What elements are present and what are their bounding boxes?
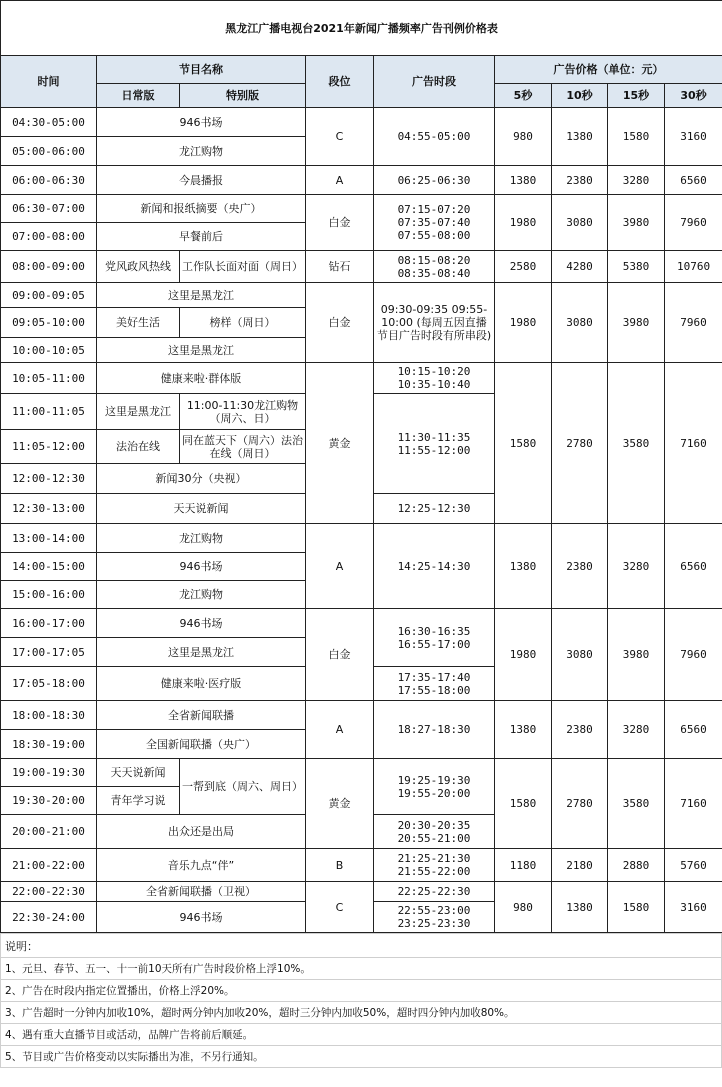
ad-slot-cell: 17:35-17:40 17:55-18:00 [374,667,495,701]
price-30s: 7960 [665,609,722,701]
segment-cell: 白金 [306,195,374,251]
ad-slot-cell: 19:25-19:30 19:55-20:00 [374,759,495,815]
note-item: 5、节目或广告价格变动以实际播出为准，不另行通知。 [1,1046,722,1068]
time-cell: 21:00-22:00 [1,849,97,882]
price-10s: 3080 [552,195,608,251]
segment-cell: C [306,882,374,933]
program-cell: 这里是黑龙江 [97,638,306,667]
note-item: 4、遇有重大直播节目或活动，品牌广告将前后顺延。 [1,1024,722,1046]
time-cell: 05:00-06:00 [1,137,97,166]
price-5s: 1980 [495,609,552,701]
ad-slot-cell: 20:30-20:35 20:55-21:00 [374,815,495,849]
price-10s: 1380 [552,108,608,166]
ad-slot-cell: 08:15-08:20 08:35-08:40 [374,251,495,283]
price-5s: 2580 [495,251,552,283]
note-item: 2、广告在时段内指定位置播出，价格上浮20%。 [1,980,722,1002]
time-cell: 16:00-17:00 [1,609,97,638]
program-cell: 这里是黑龙江 [97,283,306,308]
program-daily-cell: 这里是黑龙江 [97,394,180,430]
segment-cell: B [306,849,374,882]
price-5s: 980 [495,882,552,933]
time-cell: 04:30-05:00 [1,108,97,137]
program-cell: 新闻和报纸摘要（央广） [97,195,306,223]
price-15s: 3980 [608,195,665,251]
price-30s: 6560 [665,701,722,759]
program-daily-cell: 党风政风热线 [97,251,180,283]
time-cell: 09:00-09:05 [1,283,97,308]
segment-cell: A [306,166,374,195]
price-5s: 1380 [495,524,552,609]
time-cell: 06:30-07:00 [1,195,97,223]
program-cell: 946书场 [97,108,306,137]
program-cell: 946书场 [97,553,306,581]
time-cell: 07:00-08:00 [1,223,97,251]
price-5s: 1180 [495,849,552,882]
time-cell: 15:00-16:00 [1,581,97,609]
program-special-cell: 同在蓝天下（周六）法治在线（周日） [180,430,306,464]
program-cell: 出众还是出局 [97,815,306,849]
price-15s: 3580 [608,759,665,849]
program-cell: 全省新闻联播 [97,701,306,730]
program-cell: 新闻30分（央视） [97,464,306,494]
time-cell: 22:00-22:30 [1,882,97,902]
program-cell: 龙江购物 [97,137,306,166]
price-15s: 3580 [608,363,665,524]
program-special-cell: 11:00-11:30龙江购物（周六、日） [180,394,306,430]
segment-cell: 黄金 [306,363,374,524]
price-30s: 3160 [665,882,722,933]
program-cell: 946书场 [97,902,306,933]
price-30s: 10760 [665,251,722,283]
price-10s: 4280 [552,251,608,283]
segment-cell: 白金 [306,609,374,701]
program-cell: 天天说新闻 [97,494,306,524]
price-5s: 1580 [495,759,552,849]
program-daily-cell: 青年学习说 [97,787,180,815]
price-5s: 1980 [495,283,552,363]
price-10s: 2380 [552,166,608,195]
time-cell: 14:00-15:00 [1,553,97,581]
ad-slot-cell: 09:30-09:35 09:55-10:00 (每周五因直播节目广告时段有所串段) [374,283,495,363]
header-time: 时间 [1,56,97,108]
price-30s: 6560 [665,166,722,195]
segment-cell: 白金 [306,283,374,363]
header-30s: 30秒 [665,84,722,108]
header-program: 节目名称 [97,56,306,84]
price-15s: 5380 [608,251,665,283]
price-30s: 3160 [665,108,722,166]
ad-slot-cell: 06:25-06:30 [374,166,495,195]
header-15s: 15秒 [608,84,665,108]
price-10s: 2780 [552,363,608,524]
price-10s: 3080 [552,609,608,701]
time-cell: 17:00-17:05 [1,638,97,667]
price-10s: 2780 [552,759,608,849]
price-5s: 1580 [495,363,552,524]
time-cell: 10:05-11:00 [1,363,97,394]
price-15s: 3980 [608,609,665,701]
header-price: 广告价格（单位：元） [495,56,722,84]
notes-label: 说明： [1,934,722,958]
ad-slot-cell: 07:15-07:20 07:35-07:40 07:55-08:00 [374,195,495,251]
segment-cell: 钻石 [306,251,374,283]
header-segment: 段位 [306,56,374,108]
segment-cell: 黄金 [306,759,374,849]
header-ad-slot: 广告时段 [374,56,495,108]
time-cell: 19:00-19:30 [1,759,97,787]
program-daily-cell: 法治在线 [97,430,180,464]
time-cell: 18:00-18:30 [1,701,97,730]
price-30s: 7960 [665,195,722,251]
time-cell: 22:30-24:00 [1,902,97,933]
price-30s: 7160 [665,363,722,524]
page-title: 黑龙江广播电视台2021年新闻广播频率广告刊例价格表 [1,1,722,56]
ad-slot-cell: 22:25-22:30 [374,882,495,902]
time-cell: 18:30-19:00 [1,730,97,759]
header-10s: 10秒 [552,84,608,108]
program-cell: 这里是黑龙江 [97,338,306,363]
price-15s: 3980 [608,283,665,363]
ad-slot-cell: 18:27-18:30 [374,701,495,759]
price-5s: 1380 [495,166,552,195]
program-special-cell: 榜样（周日） [180,308,306,338]
price-10s: 1380 [552,882,608,933]
time-cell: 12:30-13:00 [1,494,97,524]
note-item: 3、广告超时一分钟内加收10%，超时两分钟内加收20%，超时三分钟内加收50%，超时四分钟内加收80%。 [1,1002,722,1024]
price-30s: 6560 [665,524,722,609]
time-cell: 13:00-14:00 [1,524,97,553]
segment-cell: A [306,701,374,759]
time-cell: 17:05-18:00 [1,667,97,701]
price-30s: 7160 [665,759,722,849]
ad-slot-cell: 16:30-16:35 16:55-17:00 [374,609,495,667]
time-cell: 06:00-06:30 [1,166,97,195]
time-cell: 09:05-10:00 [1,308,97,338]
program-daily-cell: 天天说新闻 [97,759,180,787]
program-cell: 健康来啦·医疗版 [97,667,306,701]
ad-slot-cell: 11:30-11:35 11:55-12:00 [374,394,495,494]
price-10s: 2380 [552,524,608,609]
segment-cell: C [306,108,374,166]
ad-slot-cell: 21:25-21:30 21:55-22:00 [374,849,495,882]
price-30s: 5760 [665,849,722,882]
ad-slot-cell: 12:25-12:30 [374,494,495,524]
price-15s: 2880 [608,849,665,882]
time-cell: 08:00-09:00 [1,251,97,283]
program-cell: 全省新闻联播（卫视） [97,882,306,902]
price-15s: 1580 [608,108,665,166]
program-cell: 健康来啦·群体版 [97,363,306,394]
ad-slot-cell: 10:15-10:20 10:35-10:40 [374,363,495,394]
price-15s: 3280 [608,524,665,609]
note-item: 1、元旦、春节、五一、十一前10天所有广告时段价格上浮10%。 [1,958,722,980]
program-cell: 全国新闻联播（央广） [97,730,306,759]
price-10s: 3080 [552,283,608,363]
price-30s: 7960 [665,283,722,363]
notes-section [0,933,722,1068]
price-15s: 1580 [608,882,665,933]
program-special-cell: 一帮到底（周六、周日） [180,759,306,815]
ad-slot-cell: 14:25-14:30 [374,524,495,609]
price-5s: 1380 [495,701,552,759]
price-5s: 980 [495,108,552,166]
program-cell: 龙江购物 [97,524,306,553]
price-15s: 3280 [608,701,665,759]
time-cell: 19:30-20:00 [1,787,97,815]
segment-cell: A [306,524,374,609]
header-5s: 5秒 [495,84,552,108]
ad-slot-cell: 22:55-23:00 23:25-23:30 [374,902,495,933]
price-5s: 1980 [495,195,552,251]
time-cell: 11:00-11:05 [1,394,97,430]
time-cell: 20:00-21:00 [1,815,97,849]
program-cell: 龙江购物 [97,581,306,609]
header-daily: 日常版 [97,84,180,108]
time-cell: 12:00-12:30 [1,464,97,494]
program-cell: 音乐九点“伴” [97,849,306,882]
ad-slot-cell: 04:55-05:00 [374,108,495,166]
program-special-cell: 工作队长面对面（周日） [180,251,306,283]
header-special: 特别版 [180,84,306,108]
price-10s: 2180 [552,849,608,882]
price-10s: 2380 [552,701,608,759]
time-cell: 10:00-10:05 [1,338,97,363]
price-15s: 3280 [608,166,665,195]
program-cell: 早餐前后 [97,223,306,251]
program-cell: 今晨播报 [97,166,306,195]
time-cell: 11:05-12:00 [1,430,97,464]
program-cell: 946书场 [97,609,306,638]
program-daily-cell: 美好生活 [97,308,180,338]
